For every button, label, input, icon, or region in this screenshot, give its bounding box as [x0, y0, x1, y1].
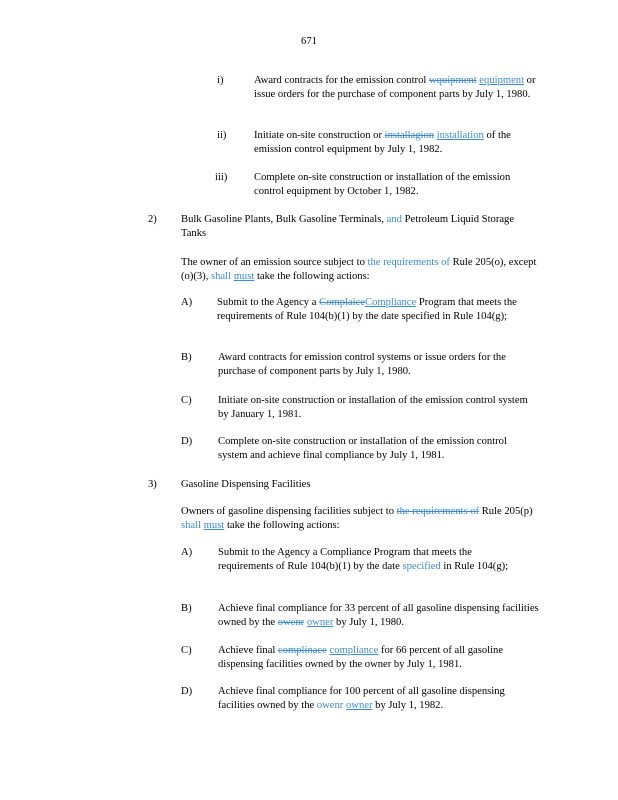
deleted-text: shall: [181, 519, 202, 531]
section-2-item-b-text: Award contracts for emission control systems or issue orders for the purchase of component parts by July 1, 1980.: [218, 352, 506, 377]
sub-item-label-ii: ii): [217, 130, 227, 141]
text-run: Rule 205(p): [481, 506, 533, 517]
deleted-text: complinace: [278, 645, 327, 656]
section-3-item-label-c: C): [181, 645, 192, 656]
section-2-item-d-text: Complete on-site construction or installation of the emission control system and achieve final compliance by July 1, 1981.: [218, 436, 507, 461]
text-run: Initiate on-site construction or: [254, 130, 382, 141]
section-3-item-label-b: B): [181, 603, 192, 614]
text-run: of the emission control equipment by July 1, 1982.: [254, 130, 511, 155]
text-run: take the following actions:: [256, 270, 370, 282]
sub-item-i-text: [254, 74, 539, 101]
text-run: or issue orders for the purchase of component parts by July 1, 1980.: [254, 75, 536, 100]
inserted-text: Compliance: [365, 297, 417, 308]
section-3-heading: Gasoline Dispensing Facilities: [181, 479, 311, 490]
sub-item-label-i: i): [217, 75, 224, 86]
sub-item-iii-text: [254, 171, 524, 198]
text-run: Achieve final compliance for 33 percent of all gasoline dispensing facilities owned by the: [218, 603, 539, 628]
section-2-item-label-c: C): [181, 395, 192, 406]
inserted-text: equipment: [479, 75, 525, 86]
deleted-text: owenr: [277, 616, 305, 628]
text-run: Achieve final compliance for 100 percent of all gasoline dispensing facilities owned by the: [218, 686, 505, 711]
sub-item-ii-text: [254, 129, 539, 156]
inserted-text: owner: [306, 616, 334, 628]
deleted-text: owenr: [316, 699, 344, 711]
inserted-text: the requirements of: [367, 257, 450, 268]
text-run: Award contracts for the emission control: [254, 75, 427, 86]
inserted-text: owner: [346, 699, 373, 711]
text-run: for 66 percent of all gasoline dispensing facilities owned by the owner by July 1, 1981.: [218, 645, 504, 670]
inserted-text: and: [386, 214, 402, 225]
section-3-intro: [181, 505, 537, 532]
section-2-heading: [181, 213, 533, 240]
inserted-text: must: [233, 270, 255, 282]
deleted-text: installagion: [384, 130, 435, 141]
section-2-item-label-d: D): [181, 436, 193, 447]
section-3-item-label-d: D): [181, 686, 193, 697]
section-2-item-label-a: A): [181, 297, 193, 308]
section-3-label: 3): [148, 479, 157, 490]
inserted-text: compliance: [329, 645, 379, 656]
section-3-item-c-text: [218, 644, 543, 671]
text-run: Petroleum Liquid Storage Tanks: [181, 214, 515, 239]
text-run: Achieve final: [218, 645, 276, 656]
text-run: Submit to the Agency a: [217, 297, 317, 308]
text-run: in Rule 104(g);: [443, 560, 509, 572]
text-run: Rule 205(o), except (o)(3),: [181, 257, 537, 282]
inserted-text: must: [203, 519, 225, 531]
section-2-intro: [181, 256, 537, 283]
section-3-item-a-text: [218, 546, 523, 573]
section-3-item-b-text: [218, 602, 540, 629]
inserted-text: specified: [402, 560, 441, 572]
page-number: 671: [301, 36, 317, 47]
section-2-label: 2): [148, 214, 157, 225]
text-run: Complete on-site construction or installation of the emission control equipment by October 1, 1982.: [254, 172, 511, 197]
section-2-item-c-text: Initiate on-site construction or installation of the emission control system by January 1, 1981.: [218, 395, 528, 420]
deleted-text: Complaice: [319, 297, 366, 308]
text-run: Owners of gasoline dispensing facilities subject to: [181, 506, 395, 517]
deleted-text: wquipment: [428, 75, 477, 86]
section-2-item-a-text: [217, 296, 539, 323]
text-run: Submit to the Agency a Compliance Program that meets the requirements of Rule 104(b)(1) by the date: [218, 547, 472, 572]
inserted-text: installation: [436, 130, 484, 141]
sub-item-label-iii: iii): [215, 172, 228, 183]
text-run: by July 1, 1980.: [336, 616, 404, 628]
text-run: The owner of an emission source subject to: [181, 257, 365, 268]
text-run: Bulk Gasoline Plants, Bulk Gasoline Terminals,: [181, 214, 384, 225]
section-3-item-d-text: [218, 685, 540, 712]
text-run: Program that meets the requirements of Rule 104(b)(1) by the date specified in Rule 104(g);: [217, 297, 517, 322]
deleted-text: shall: [211, 270, 232, 282]
section-2-item-label-b: B): [181, 352, 192, 363]
text-run: by July 1, 1982.: [375, 699, 444, 711]
section-3-item-label-a: A): [181, 547, 193, 558]
text-run: take the following actions:: [226, 519, 340, 531]
deleted-text: the requirements of: [396, 506, 480, 517]
